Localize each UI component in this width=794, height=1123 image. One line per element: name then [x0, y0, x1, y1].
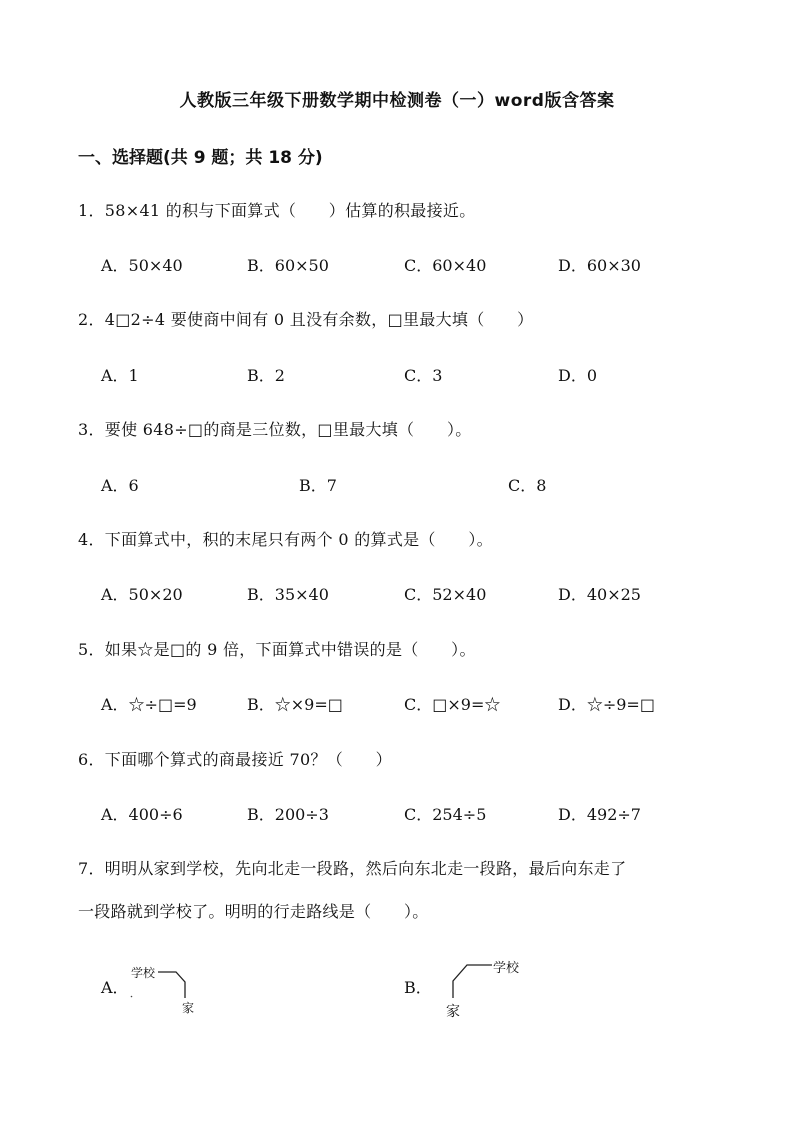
- question-6-option-c[interactable]: C．254÷5: [404, 805, 487, 824]
- route-a-path: [128, 960, 208, 1020]
- question-5-option-c[interactable]: C．□×9=☆: [404, 695, 501, 714]
- route-a-home-label: 家: [182, 1001, 195, 1015]
- page-title: 人教版三年级下册数学期中检测卷（一）word版含答案: [179, 91, 615, 111]
- question-4-stem: 4．下面算式中，积的末尾只有两个 0 的算式是（ ）。: [78, 530, 493, 549]
- question-3-option-a[interactable]: A．6: [101, 476, 139, 495]
- question-1-stem: 1．58×41 的积与下面算式（ ）估算的积最接近。: [78, 201, 476, 220]
- question-5-stem: 5．如果☆是□的 9 倍，下面算式中错误的是（ ）。: [78, 640, 476, 659]
- question-2-option-b[interactable]: B．2: [247, 366, 285, 385]
- question-1-option-c[interactable]: C．60×40: [404, 256, 487, 275]
- question-6-option-b[interactable]: B．200÷3: [247, 805, 329, 824]
- question-7-option-a[interactable]: A．: [101, 978, 129, 997]
- question-2-option-a[interactable]: A．1: [101, 366, 139, 385]
- question-1-option-a[interactable]: A．50×40: [101, 256, 183, 275]
- question-4-option-d[interactable]: D．40×25: [558, 585, 641, 604]
- question-2-option-c[interactable]: C．3: [404, 366, 443, 385]
- question-2-stem: 2．4□2÷4 要使商中间有 0 且没有余数，□里最大填（ ）: [78, 310, 534, 329]
- question-3-option-b[interactable]: B．7: [299, 476, 337, 495]
- question-3-option-c[interactable]: C．8: [508, 476, 547, 495]
- question-5-option-a[interactable]: A．☆÷□=9: [101, 695, 197, 714]
- question-7-stem-line-1: 7．明明从家到学校，先向北走一段路，然后向东北走一段路，最后向东走了: [78, 859, 627, 878]
- question-1-option-b[interactable]: B．60×50: [247, 256, 329, 275]
- question-3-stem: 3．要使 648÷□的商是三位数，□里最大填（ ）。: [78, 420, 472, 439]
- question-4-option-a[interactable]: A．50×20: [101, 585, 183, 604]
- route-diagram-b: [440, 952, 530, 1024]
- route-diagram-a: [128, 960, 208, 1020]
- question-6-option-d[interactable]: D．492÷7: [558, 805, 641, 824]
- route-b-home-label: 家: [446, 1004, 460, 1020]
- route-a-school-label: 学校: [131, 966, 156, 980]
- question-6-stem: 6．下面哪个算式的商最接近 70？（ ）: [78, 750, 392, 769]
- route-b-school-label: 学校: [493, 961, 520, 976]
- question-4-option-b[interactable]: B．35×40: [247, 585, 329, 604]
- question-5-option-d[interactable]: D．☆÷9=□: [558, 695, 655, 714]
- question-7-stem-line-2: 一段路就到学校了。明明的行走路线是（ ）。: [78, 902, 429, 921]
- question-5-option-b[interactable]: B．☆×9=□: [247, 695, 343, 714]
- question-2-option-d[interactable]: D．0: [558, 366, 598, 385]
- question-6-option-a[interactable]: A．400÷6: [101, 805, 183, 824]
- question-4-option-c[interactable]: C．52×40: [404, 585, 487, 604]
- question-1-option-d[interactable]: D．60×30: [558, 256, 641, 275]
- question-7-option-b[interactable]: B．: [404, 978, 432, 997]
- section-heading: 一、选择题(共 9 题；共 18 分): [78, 148, 323, 168]
